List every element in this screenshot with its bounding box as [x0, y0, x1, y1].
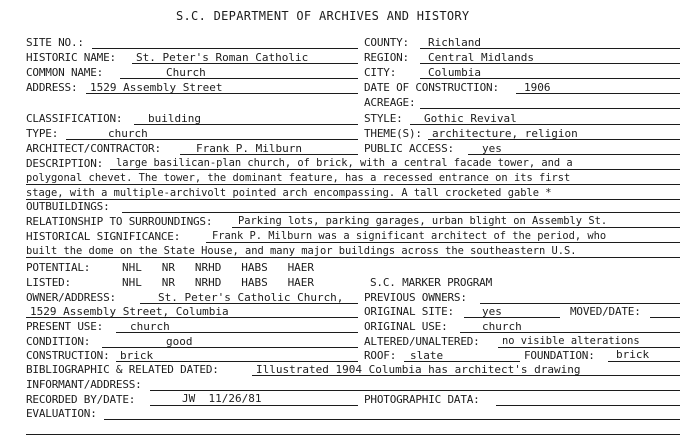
city-value: Columbia	[428, 66, 481, 79]
condition-label: CONDITION:	[26, 335, 91, 348]
relationship-label: RELATIONSHIP TO SURROUNDINGS:	[26, 215, 213, 228]
style-line	[410, 124, 680, 125]
description-rule-2	[26, 184, 680, 185]
owner-address-rule-2	[26, 317, 358, 318]
marker-program-label: S.C. MARKER PROGRAM	[370, 276, 493, 289]
original-site-value: yes	[482, 305, 502, 318]
type-label: TYPE:	[26, 127, 59, 140]
condition-line	[102, 347, 358, 348]
classification-value: building	[148, 112, 201, 125]
region-value: Central Midlands	[428, 51, 534, 64]
form-title: S.C. DEPARTMENT OF ARCHIVES AND HISTORY	[176, 9, 470, 23]
classification-label: CLASSIFICATION:	[26, 112, 123, 125]
public-access-line	[468, 154, 680, 155]
photographic-data-line	[496, 405, 680, 406]
owner-address-line-2: 1529 Assembly Street, Columbia	[30, 305, 229, 318]
recorded-by-line	[150, 405, 358, 406]
present-use-line	[116, 332, 358, 333]
present-use-value: church	[130, 320, 170, 333]
bibliographic-line	[252, 375, 680, 376]
address-label: ADDRESS:	[26, 81, 78, 94]
region-label: REGION:	[364, 51, 409, 64]
owner-address-label: OWNER/ADDRESS:	[26, 291, 116, 304]
listed-options: NHL NR NRHD HABS HAER	[122, 276, 315, 289]
significance-rule-1	[206, 242, 680, 243]
type-value: church	[108, 127, 148, 140]
architect-value: Frank P. Milburn	[196, 142, 302, 155]
relationship-value: Parking lots, parking garages, urban blight on Assembly St.	[238, 215, 608, 227]
address-value: 1529 Assembly Street	[90, 81, 223, 94]
site-no-line	[92, 48, 358, 49]
outbuildings-line	[122, 212, 680, 213]
region-line	[420, 63, 680, 64]
significance-line-2: built the dome on the State House, and many major buildings across the southeastern U.S.	[26, 245, 577, 257]
style-label: STYLE:	[364, 112, 403, 125]
foundation-label: FOUNDATION:	[524, 349, 595, 362]
significance-line-1: Frank P. Milburn was a significant architect of the period, who	[212, 230, 607, 242]
description-rule-1	[110, 169, 680, 170]
site-no-label: SITE NO.:	[26, 36, 84, 49]
construction-line	[116, 361, 358, 362]
date-construction-label: DATE OF CONSTRUCTION:	[364, 81, 499, 94]
description-line-3: stage, with a multiple-archivolt pointed arch encompassing. A tall crocketed gable *	[26, 187, 552, 199]
foundation-value: brick	[616, 348, 650, 361]
historic-name-label: HISTORIC NAME:	[26, 51, 116, 64]
informant-label: INFORMANT/ADDRESS:	[26, 378, 142, 391]
original-use-line	[460, 332, 680, 333]
present-use-label: PRESENT USE:	[26, 320, 104, 333]
address-line	[86, 93, 358, 94]
potential-options: NHL NR NRHD HABS HAER	[122, 261, 315, 274]
common-name-label: COMMON NAME:	[26, 66, 104, 79]
original-use-value: church	[482, 320, 522, 333]
date-construction-line	[516, 93, 680, 94]
bibliographic-value: Illustrated 1904 Columbia has architect's drawing	[256, 363, 581, 376]
county-value: Richland	[428, 36, 481, 49]
relationship-line	[232, 227, 680, 228]
listed-label: LISTED:	[26, 276, 71, 289]
previous-owners-line	[480, 303, 680, 304]
roof-label: ROOF:	[364, 349, 397, 362]
date-construction-value: 1906	[524, 81, 551, 94]
owner-address-line	[140, 303, 358, 304]
roof-value: slate	[410, 349, 444, 362]
altered-line	[498, 347, 680, 348]
previous-owners-label: PREVIOUS OWNERS:	[364, 291, 467, 304]
construction-value: brick	[120, 349, 154, 362]
foundation-line	[608, 361, 680, 362]
description-rule-3	[26, 199, 680, 200]
type-line	[66, 139, 358, 140]
description-label: DESCRIPTION:	[26, 157, 104, 170]
recorded-by-label: RECORDED BY/DATE:	[26, 393, 136, 406]
county-line	[420, 48, 680, 49]
acreage-label: ACREAGE:	[364, 96, 416, 109]
recorded-by-value: JW 11/26/81	[182, 392, 262, 405]
historic-name-line	[132, 63, 358, 64]
original-use-label: ORIGINAL USE:	[364, 320, 448, 333]
owner-address-value: St. Peter's Catholic Church,	[158, 291, 344, 304]
roof-line	[404, 361, 520, 362]
original-site-label: ORIGINAL SITE:	[364, 305, 454, 318]
public-access-value: yes	[482, 142, 502, 155]
acreage-line	[420, 108, 680, 109]
evaluation-line	[104, 419, 680, 420]
original-site-line	[464, 317, 560, 318]
construction-label: CONSTRUCTION:	[26, 349, 110, 362]
bibliographic-label: BIBLIOGRAPHIC & RELATED DATED:	[26, 363, 219, 376]
public-access-label: PUBLIC ACCESS:	[364, 142, 454, 155]
significance-label: HISTORICAL SIGNIFICANCE:	[26, 230, 181, 243]
moved-date-label: MOVED/DATE:	[570, 305, 641, 318]
historic-name-value: St. Peter's Roman Catholic	[136, 51, 309, 64]
common-name-line	[120, 78, 358, 79]
description-line-2: polygonal chevet. The tower, the dominant feature, has a recessed entrance on its first	[26, 172, 571, 184]
classification-line	[134, 124, 358, 125]
photographic-data-label: PHOTOGRAPHIC DATA:	[364, 393, 480, 406]
architect-line	[180, 154, 358, 155]
moved-date-line	[650, 317, 680, 318]
informant-line	[150, 390, 680, 391]
outbuildings-label: OUTBUILDINGS:	[26, 200, 110, 213]
common-name-value: Church	[166, 66, 206, 79]
architect-label: ARCHITECT/CONTRACTOR:	[26, 142, 161, 155]
county-label: COUNTY:	[364, 36, 409, 49]
evaluation-line-2	[26, 434, 680, 435]
theme-line	[428, 139, 680, 140]
city-line	[420, 78, 680, 79]
theme-label: THEME(S):	[364, 127, 422, 140]
potential-label: POTENTIAL:	[26, 261, 91, 274]
theme-value: architecture, religion	[432, 127, 578, 140]
style-value: Gothic Revival	[424, 112, 517, 125]
description-line-1: large basilican-plan church, of brick, with a central facade tower, and a	[116, 157, 573, 169]
city-label: CITY:	[364, 66, 397, 79]
condition-value: good	[166, 335, 193, 348]
altered-value: no visible alterations	[502, 335, 640, 347]
significance-rule-2	[26, 257, 680, 258]
evaluation-label: EVALUATION:	[26, 407, 97, 420]
altered-label: ALTERED/UNALTERED:	[364, 335, 480, 348]
